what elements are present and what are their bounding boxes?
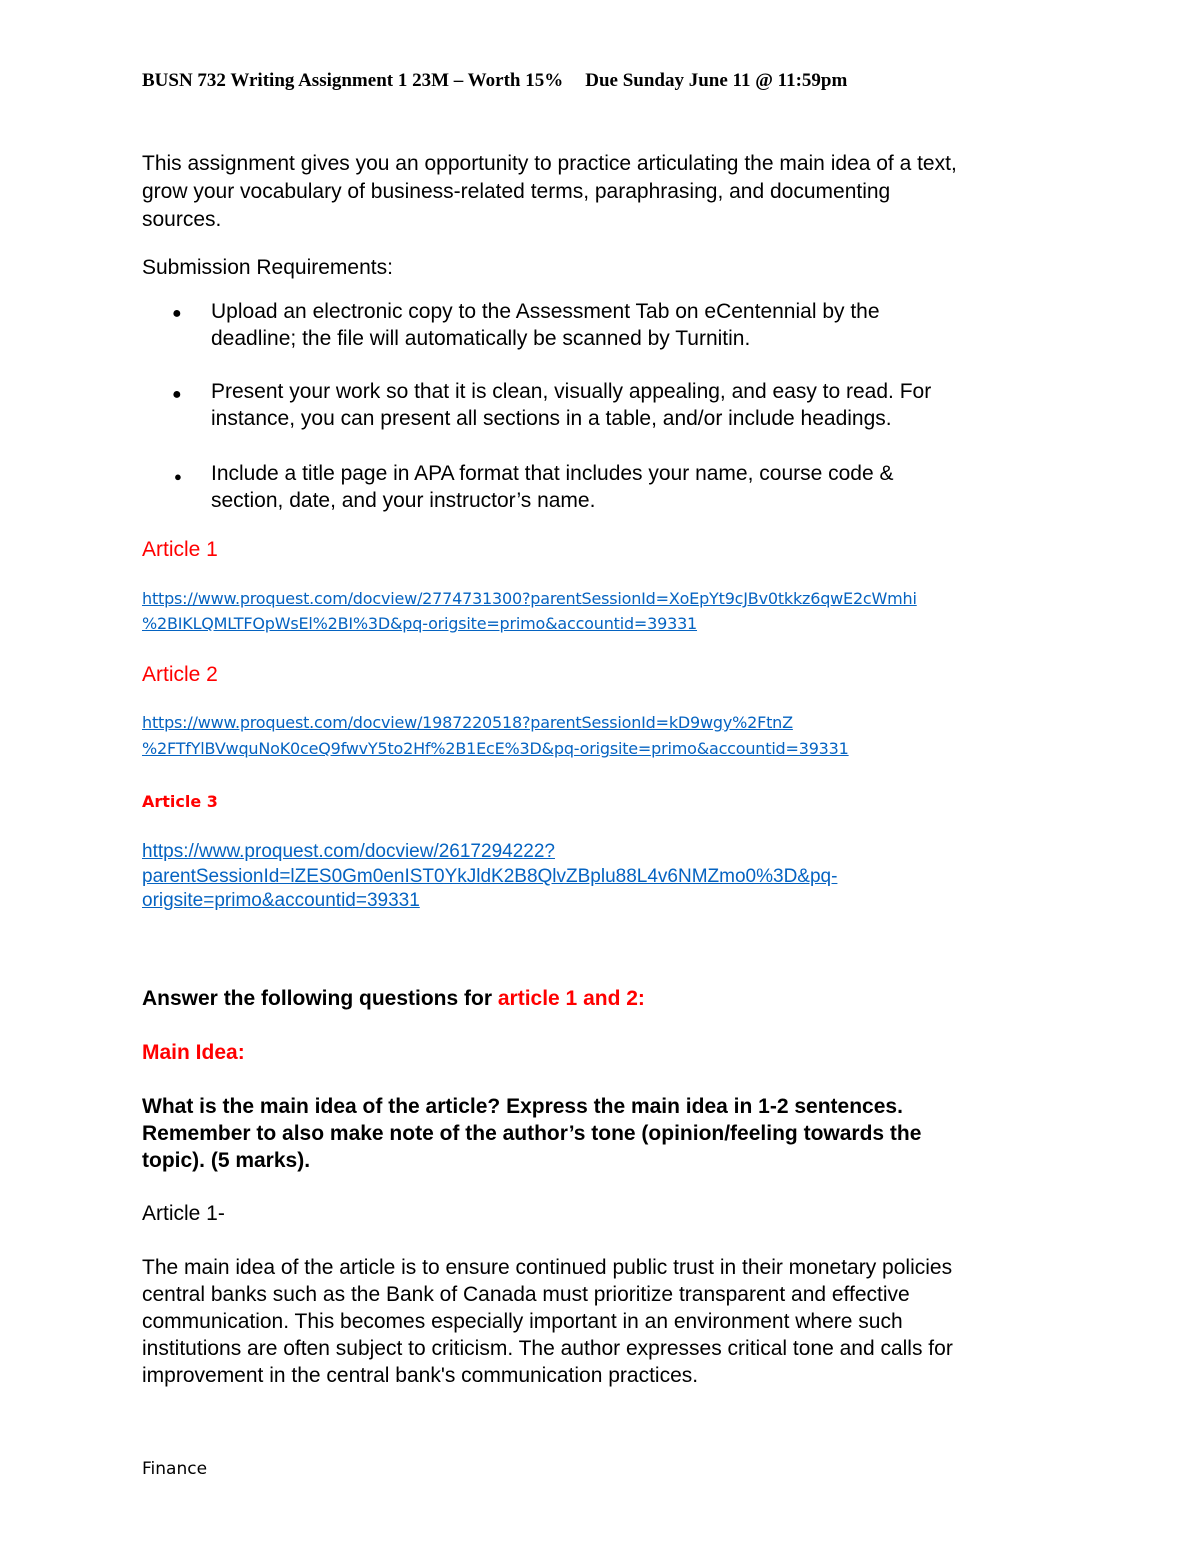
question-line: Remember to also make note of the author’s tone (opinion/feeling towards the <box>142 1122 922 1145</box>
title-course-worth: BUSN 732 Writing Assignment 1 23M – Worth 15% <box>142 70 564 91</box>
intro-line: grow your vocabulary of business-related terms, paraphrasing, and documenting <box>142 180 891 203</box>
main-idea-heading: Main Idea: <box>142 1041 245 1064</box>
requirement-line: section, date, and your instructor’s name. <box>211 489 596 512</box>
assignment-title <box>142 70 847 92</box>
requirement-line: deadline; the file will automatically be scanned by Turnitin. <box>211 327 751 350</box>
article-3-link[interactable]: https://www.proquest.com/docview/2617294222? <box>142 841 555 862</box>
footer-label: Finance <box>142 1459 208 1479</box>
article-1-link[interactable]: https://www.proquest.com/docview/2774731300?parentSessionId=XoEpYt9cJBv0tkkz6qwE2cWmhi <box>142 589 917 608</box>
answer-line: improvement in the central bank's communication practices. <box>142 1364 699 1387</box>
questions-prompt-prefix: Answer the following questions for <box>142 987 498 1010</box>
article-2-link[interactable]: %2FTfYlBVwquNoK0ceQ9fwvY5to2Hf%2B1EcE%3D&pq-origsite=primo&accountid=39331 <box>142 739 849 758</box>
bullet-icon: ● <box>172 305 182 322</box>
questions-prompt <box>142 985 645 1012</box>
article-1-link[interactable]: %2BIKLQMLTFOpWsEl%2BI%3D&pq-origsite=primo&accountid=39331 <box>142 614 698 633</box>
questions-prompt-highlight: article 1 and 2 <box>497 987 638 1010</box>
answer-label: Article 1- <box>142 1202 225 1225</box>
answer-line: central banks such as the Bank of Canada must prioritize transparent and effective <box>142 1283 910 1306</box>
answer-line: institutions are often subject to criticism. The author expresses critical tone and calls for <box>142 1337 953 1360</box>
answer-line: communication. This becomes especially important in an environment where such <box>142 1310 903 1333</box>
question-line: topic). (5 marks). <box>142 1149 311 1172</box>
article-3-link[interactable]: parentSessionId=lZES0Gm0enIST0YkJldK2B8QlvZBplu88L4v6NMZmo0%3D&pq- <box>142 866 838 887</box>
intro-line: sources. <box>142 208 222 231</box>
article-3-link[interactable]: origsite=primo&accountid=39331 <box>142 890 420 911</box>
requirement-line: Upload an electronic copy to the Assessment Tab on eCentennial by the <box>211 300 880 323</box>
answer-line: The main idea of the article is to ensure continued public trust in their monetary policies <box>142 1256 953 1279</box>
requirement-line: Present your work so that it is clean, visually appealing, and easy to read. For <box>211 380 932 403</box>
title-due-date: Due Sunday June 11 @ 11:59pm <box>585 70 848 91</box>
article-2-label: Article 2 <box>142 663 218 686</box>
bullet-icon: ● <box>172 386 182 403</box>
bullet-icon: ● <box>174 469 182 484</box>
article-3-label: Article 3 <box>142 792 218 811</box>
submission-heading: Submission Requirements: <box>142 256 393 279</box>
questions-prompt-suffix: : <box>637 987 645 1010</box>
requirement-line: instance, you can present all sections in a table, and/or include headings. <box>211 407 892 430</box>
article-2-link[interactable]: https://www.proquest.com/docview/1987220518?parentSessionId=kD9wgy%2FtnZ <box>142 713 793 732</box>
question-line: What is the main idea of the article? Express the main idea in 1-2 sentences. <box>142 1095 903 1118</box>
article-1-label: Article 1 <box>142 538 218 561</box>
intro-line: This assignment gives you an opportunity to practice articulating the main idea of a text, <box>142 152 957 175</box>
requirement-line: Include a title page in APA format that includes your name, course code & <box>211 462 894 485</box>
